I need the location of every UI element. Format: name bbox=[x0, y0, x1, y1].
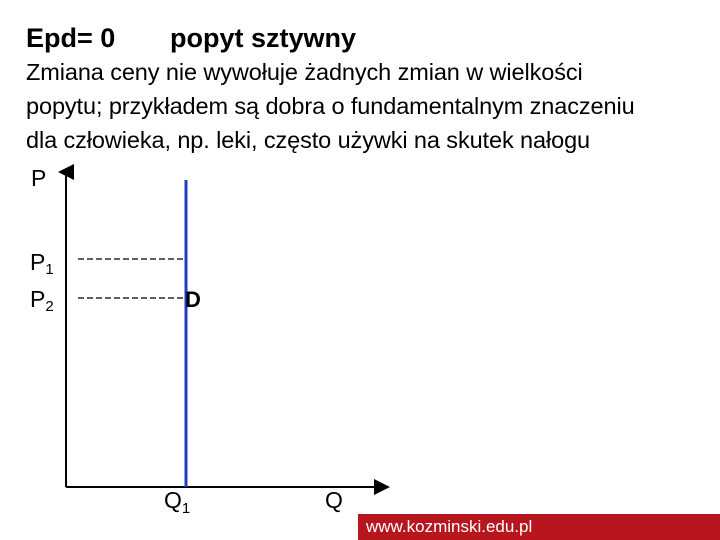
price-2-letter: P bbox=[30, 286, 46, 312]
quantity-1-label bbox=[164, 487, 190, 517]
elasticity-title: Epd= 0 bbox=[26, 23, 116, 53]
quantity-1-subscript: 1 bbox=[181, 500, 191, 517]
footer-banner bbox=[358, 514, 720, 540]
demand-curve-label: D bbox=[185, 287, 201, 312]
price-1-label bbox=[30, 249, 54, 278]
price-2-label bbox=[30, 286, 54, 315]
description-line-1: Zmiana ceny nie wywołuje żadnych zmian w wielkości bbox=[26, 59, 583, 85]
x-axis-label: Q bbox=[325, 487, 343, 513]
footer-url: www.kozminski.edu.pl bbox=[366, 517, 533, 536]
price-2-subscript: 2 bbox=[45, 298, 54, 315]
price-1-subscript: 1 bbox=[45, 261, 54, 278]
description-line-2: popytu; przykładem są dobra o fundamentalnym znaczeniu bbox=[26, 93, 635, 119]
demand-type-title: popyt sztywny bbox=[170, 23, 357, 53]
description-line-3: dla człowieka, np. leki, często używki na skutek nałogu bbox=[26, 127, 591, 153]
quantity-1-letter: Q bbox=[164, 487, 182, 513]
y-axis-label: P bbox=[31, 165, 47, 191]
price-1-letter: P bbox=[30, 249, 46, 275]
